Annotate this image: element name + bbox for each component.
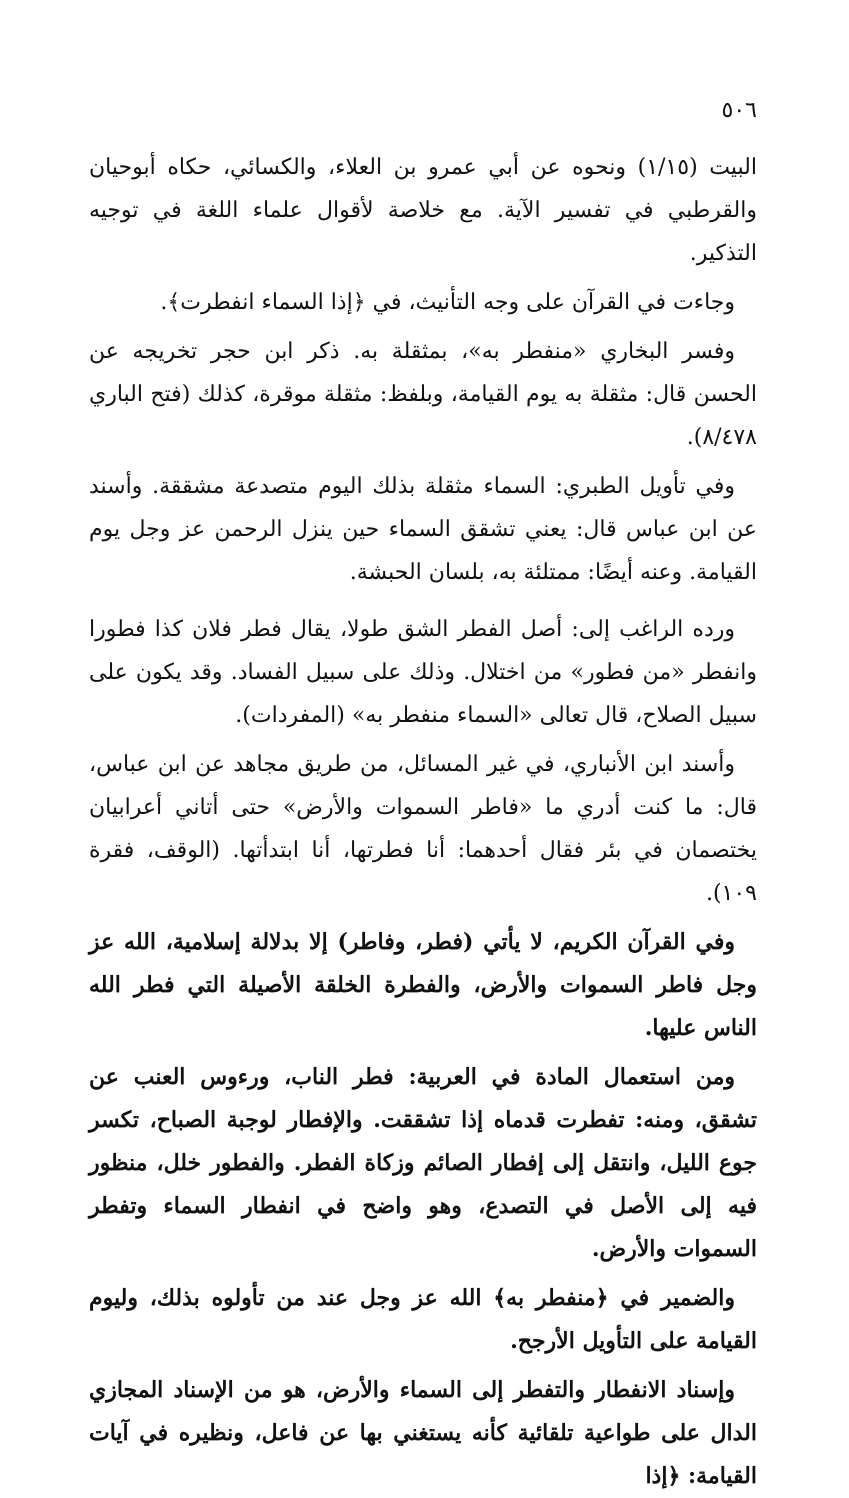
- paragraph-verse-reference: البيت (١/١٥) ونحوه عن أبي عمرو بن العلاء، والكسائي، حكاه أبوحيان والقرطبي في تفسير الآية. مع خلاصة لأقوال علماء اللغة في توجيه التذكير.: [89, 155, 757, 266]
- paragraph-quranic-usage: وفي القرآن الكريم، لا يأتي (فطر، وفاطر) إلا بدلالة إسلامية، الله عز وجل فاطر السموات والأرض، والفطرة الخلقة الأصيلة التي فطر الله الناس عليها.: [89, 929, 757, 1041]
- paragraph-anbari-narration: وأسند ابن الأنباري، في غير المسائل، من طريق مجاهد عن ابن عباس، قال: ما كنت أدري ما «فاطر السموات والأرض» حتى أتاني أعرابيان يختصمان في بئر فقال أحدهما: أنا فطرتها، أنا ابتدأتها. (الوقف، فقرة ١٠٩).: [89, 752, 757, 906]
- paragraph-tabari-interpretation: وفي تأويل الطبري: السماء مثقلة بذلك اليوم متصدعة مشققة. وأسند عن ابن عباس قال: يعني تشقق السماء حين ينزل الرحمن عز وجل يوم القيامة. وعنه أيضًا: ممتلئة به، بلسان الحبشة.: [89, 474, 757, 585]
- page-number: ٥٠٦: [721, 98, 757, 123]
- paragraph-bukhari-interpretation: وفسر البخاري «منفطر به»، بمثقلة به. ذكر ابن حجر تخريجه عن الحسن قال: مثقلة به يوم القيامة، وبلفظ: مثقلة موقرة، كذلك (فتح الباري ٨/٤٧٨).: [89, 339, 757, 450]
- paragraph-figurative-attribution: وإسناد الانفطار والتفطر إلى السماء والأرض، هو من الإسناد المجازي الدال على طواعية تلقائية كأنه يستغني بها عن فاعل، ونظيره في آيات القيامة: ﴿إذا: [89, 1377, 758, 1489]
- paragraph-arabic-usage: ومن استعمال المادة في العربية: فطر الناب، ورءوس العنب عن تشقق، ومنه: تفطرت قدماه إذا تشققت. والإفطار لوجبة الصباح، تكسر جوع الليل، وانتقل إلى إفطار الصائم وزكاة الفطر. والفطور خلل، منظور فيه إلى الأصل في التصدع، وهو واضح في انفطار السماء وتفطر السموات والأرض.: [89, 1064, 757, 1262]
- paragraph-pronoun-reference: والضمير في ﴿منفطر به﴾ الله عز وجل عند من تأولوه بذلك، وليوم القيامة على التأويل الأرجح.: [89, 1285, 757, 1354]
- paragraph-raghib-definition: ورده الراغب إلى: أصل الفطر الشق طولا، يقال فطر فلان كذا فطورا وانفطر «من فطور» من اختلال. وذلك على سبيل الفساد. وقد يكون على سبيل الصلاح، قال تعالى «السماء منفطر به» (المفردات).: [89, 617, 757, 728]
- body-text: [89, 146, 757, 1498]
- paragraph-feminine-form: وجاءت في القرآن على وجه التأنيث، في ﴿إذا السماء انفطرت﴾.: [160, 290, 735, 315]
